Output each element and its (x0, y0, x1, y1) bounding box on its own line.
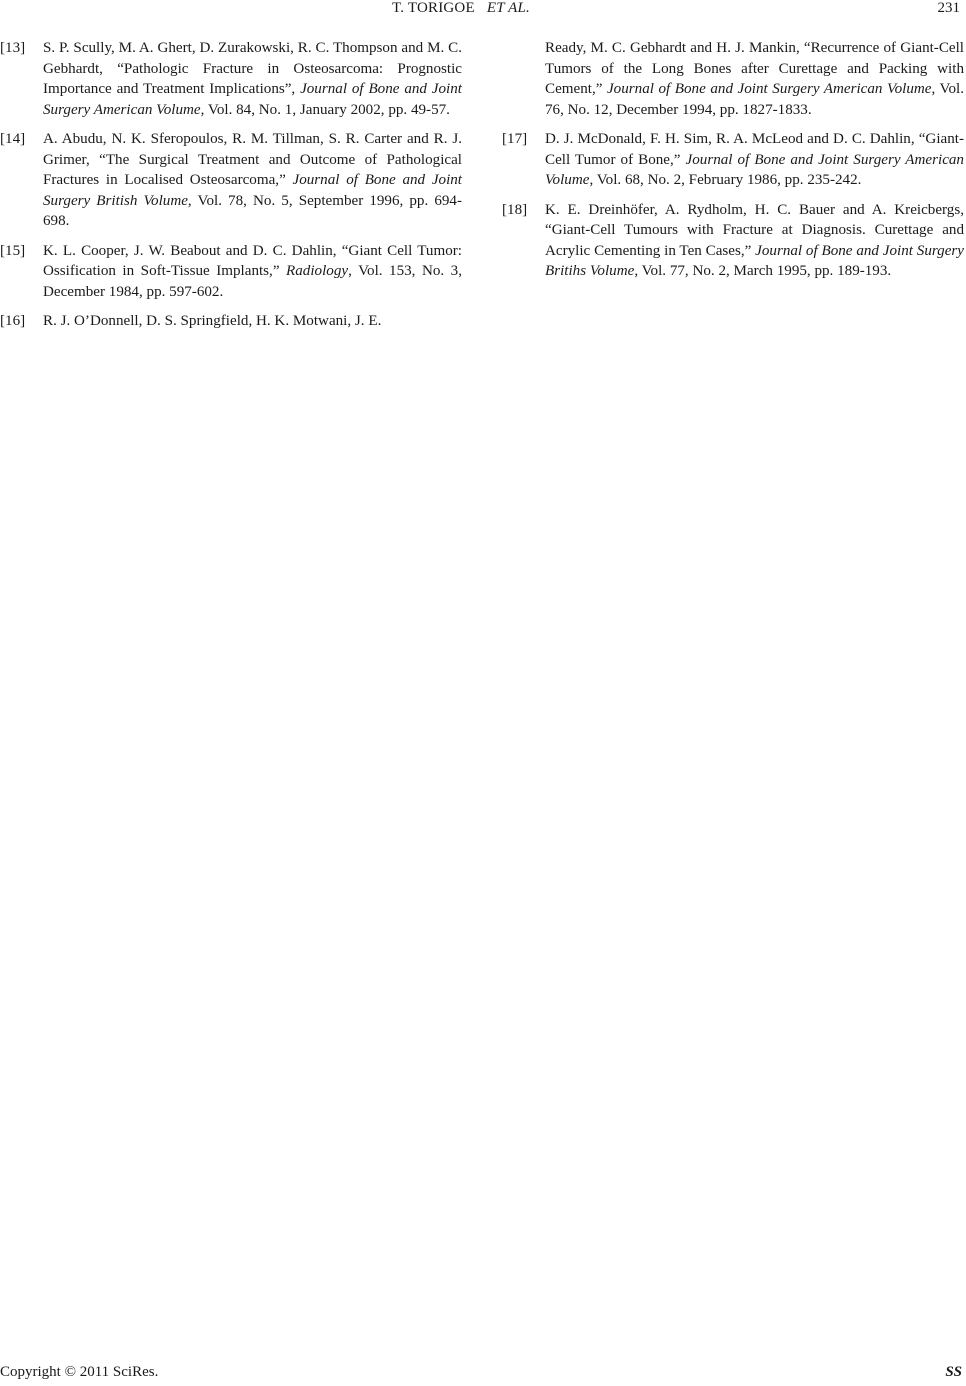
reference-18 (502, 200, 964, 282)
journal-abbreviation: SS (945, 1364, 962, 1380)
reference-authors-title: K. L. Cooper, J. W. Beabout and D. C. Dahlin, “Giant Cell Tumor: Ossification in Soft-Tissue Implants,” (43, 242, 462, 279)
reference-text (545, 200, 964, 282)
reference-number: [13] (0, 40, 26, 56)
reference-journal: Journal of Bone and Joint Surgery American Volume (606, 81, 932, 97)
reference-citation-details: , Vol. 84, No. 1, January 2002, pp. 49-57. (200, 101, 450, 118)
page-number: 231 (937, 0, 960, 16)
reference-citation-details: , Vol. 78, No. 5, September 1996, pp. 694-698. (43, 192, 462, 229)
reference-13 (0, 38, 462, 120)
reference-text (43, 129, 462, 232)
header-et-al: ET AL. (486, 0, 531, 16)
reference-17 (502, 129, 964, 191)
reference-15 (0, 241, 462, 303)
reference-journal: Journal of Bone and Joint Surgery American Volume (545, 151, 964, 188)
reference-citation-details: , Vol. 153, No. 3, December 1984, pp. 597-602. (43, 263, 462, 300)
reference-text (545, 129, 964, 191)
reference-authors-title: R. J. O’Donnell, D. S. Springfield, H. K. Motwani, J. E. (43, 313, 382, 329)
reference-authors-title: K. E. Dreinhöfer, A. Rydholm, H. C. Bauer and A. Kreicbergs, “Giant-Cell Tumours with Fracture at Diagnosis. Curettage and Acrylic Cementing in Ten Cases,” (545, 201, 964, 259)
header-author-names: T. TORIGOE (392, 0, 475, 16)
reference-authors-title: A. Abudu, N. K. Sferopoulos, R. M. Tillman, S. R. Carter and R. J. Grimer, “The Surgical Treatment and Outcome of Pathological Fractures in Localised Osteosarcoma,” (43, 131, 462, 188)
page-footer (0, 1364, 966, 1384)
reference-authors-title: D. J. McDonald, F. H. Sim, R. A. McLeod and D. C. Dahlin, “Giant-Cell Tumor of Bone,” (545, 131, 964, 168)
reference-citation-details: , Vol. 76, No. 12, December 1994, pp. 1827-1833. (545, 81, 964, 118)
reference-number: [18] (502, 201, 528, 218)
reference-citation-details: , Vol. 68, No. 2, February 1986, pp. 235-242. (589, 172, 862, 188)
reference-text (43, 241, 462, 303)
copyright-notice: Copyright © 2011 SciRes. (0, 1364, 159, 1380)
reference-text (43, 38, 462, 120)
reference-text (545, 38, 964, 120)
running-head (0, 0, 966, 24)
right-column (502, 38, 964, 291)
reference-journal: Radiology (286, 263, 349, 279)
reference-16 (0, 311, 462, 332)
reference-journal: Journal of Bone and Joint Surgery British Volume (43, 172, 463, 209)
reference-number: [15] (0, 242, 26, 259)
left-column (0, 38, 462, 341)
reference-14 (0, 129, 462, 232)
reference-citation-details: , Vol. 77, No. 2, March 1995, pp. 189-193. (634, 263, 892, 279)
reference-16-continued (502, 38, 964, 120)
reference-number: [16] (0, 313, 26, 329)
reference-number: [14] (0, 131, 26, 147)
reference-authors-title: S. P. Scully, M. A. Ghert, D. Zurakowski, R. C. Thompson and M. C. Gebhardt, “Pathologic Fracture in Osteosarcoma: Prognostic Importance and Treatment Implications”, (43, 40, 462, 97)
reference-journal: Journal of Bone and Joint Surgery Britihs Volume (545, 242, 964, 279)
reference-text (43, 311, 462, 332)
reference-number: [17] (502, 131, 528, 147)
header-authors (392, 0, 530, 17)
reference-authors-title: Ready, M. C. Gebhardt and H. J. Mankin, “Recurrence of Giant-Cell Tumors of the Long Bones after Curettage and Packing with Cement,” (545, 40, 964, 97)
reference-journal: Journal of Bone and Joint Surgery American Volume (43, 81, 462, 118)
